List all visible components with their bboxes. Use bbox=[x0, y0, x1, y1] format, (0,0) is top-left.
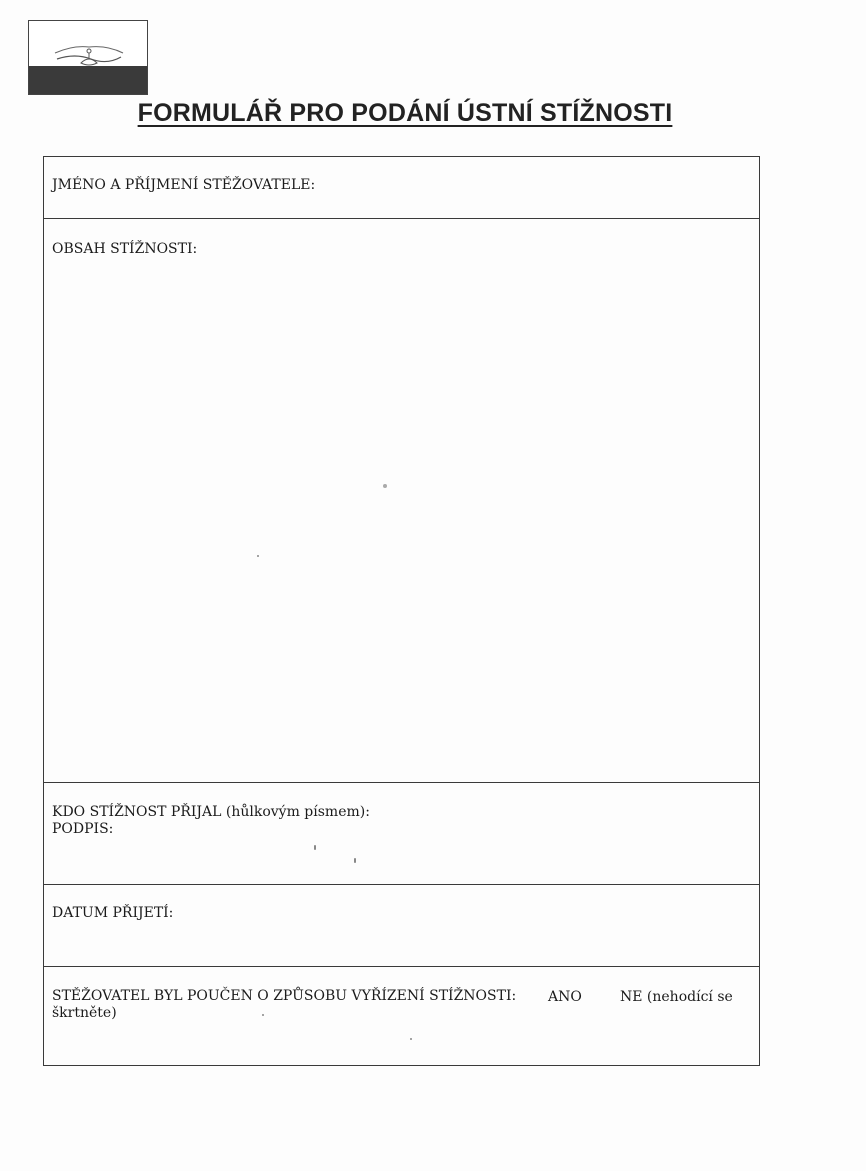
complainant-name-field[interactable] bbox=[44, 157, 759, 218]
scan-speck bbox=[383, 484, 387, 488]
instructed-row bbox=[44, 967, 759, 1065]
date-received-field[interactable] bbox=[44, 885, 759, 966]
scan-speck bbox=[262, 1014, 264, 1016]
complainant-name-label: JMÉNO A PŘÍJMENÍ STĚŽOVATELE: bbox=[52, 177, 316, 193]
scan-speck bbox=[354, 858, 356, 863]
municipal-emblem-icon bbox=[51, 41, 127, 71]
scan-speck bbox=[410, 1038, 412, 1040]
option-yes[interactable]: ANO bbox=[548, 989, 582, 1005]
complaint-form bbox=[43, 156, 760, 1066]
scan-speck bbox=[257, 555, 259, 557]
instructed-label: STĚŽOVATEL BYL POUČEN O ZPŮSOBU VYŘÍZENÍ STÍŽNOSTI: bbox=[52, 988, 517, 1004]
received-by-field[interactable] bbox=[44, 783, 759, 884]
signature-label: PODPIS: bbox=[52, 821, 114, 837]
date-received-row bbox=[44, 885, 759, 967]
scan-speck bbox=[314, 845, 316, 850]
complaint-content-field[interactable] bbox=[44, 219, 759, 782]
complaint-content-label: OBSAH STÍŽNOSTI: bbox=[52, 241, 198, 257]
complaint-content-row bbox=[44, 219, 759, 783]
instructed-note: škrtněte) bbox=[52, 1005, 117, 1021]
page-title: FORMULÁŘ PRO PODÁNÍ ÚSTNÍ STÍŽNOSTI bbox=[137, 99, 673, 127]
received-by-row bbox=[44, 783, 759, 885]
received-by-label: KDO STÍŽNOST PŘIJAL (hůlkovým písmem): bbox=[52, 804, 370, 820]
option-no[interactable]: NE (nehodící se bbox=[620, 989, 733, 1005]
complainant-name-row bbox=[44, 157, 759, 219]
logo bbox=[28, 20, 148, 95]
date-received-label: DATUM PŘIJETÍ: bbox=[52, 905, 174, 921]
